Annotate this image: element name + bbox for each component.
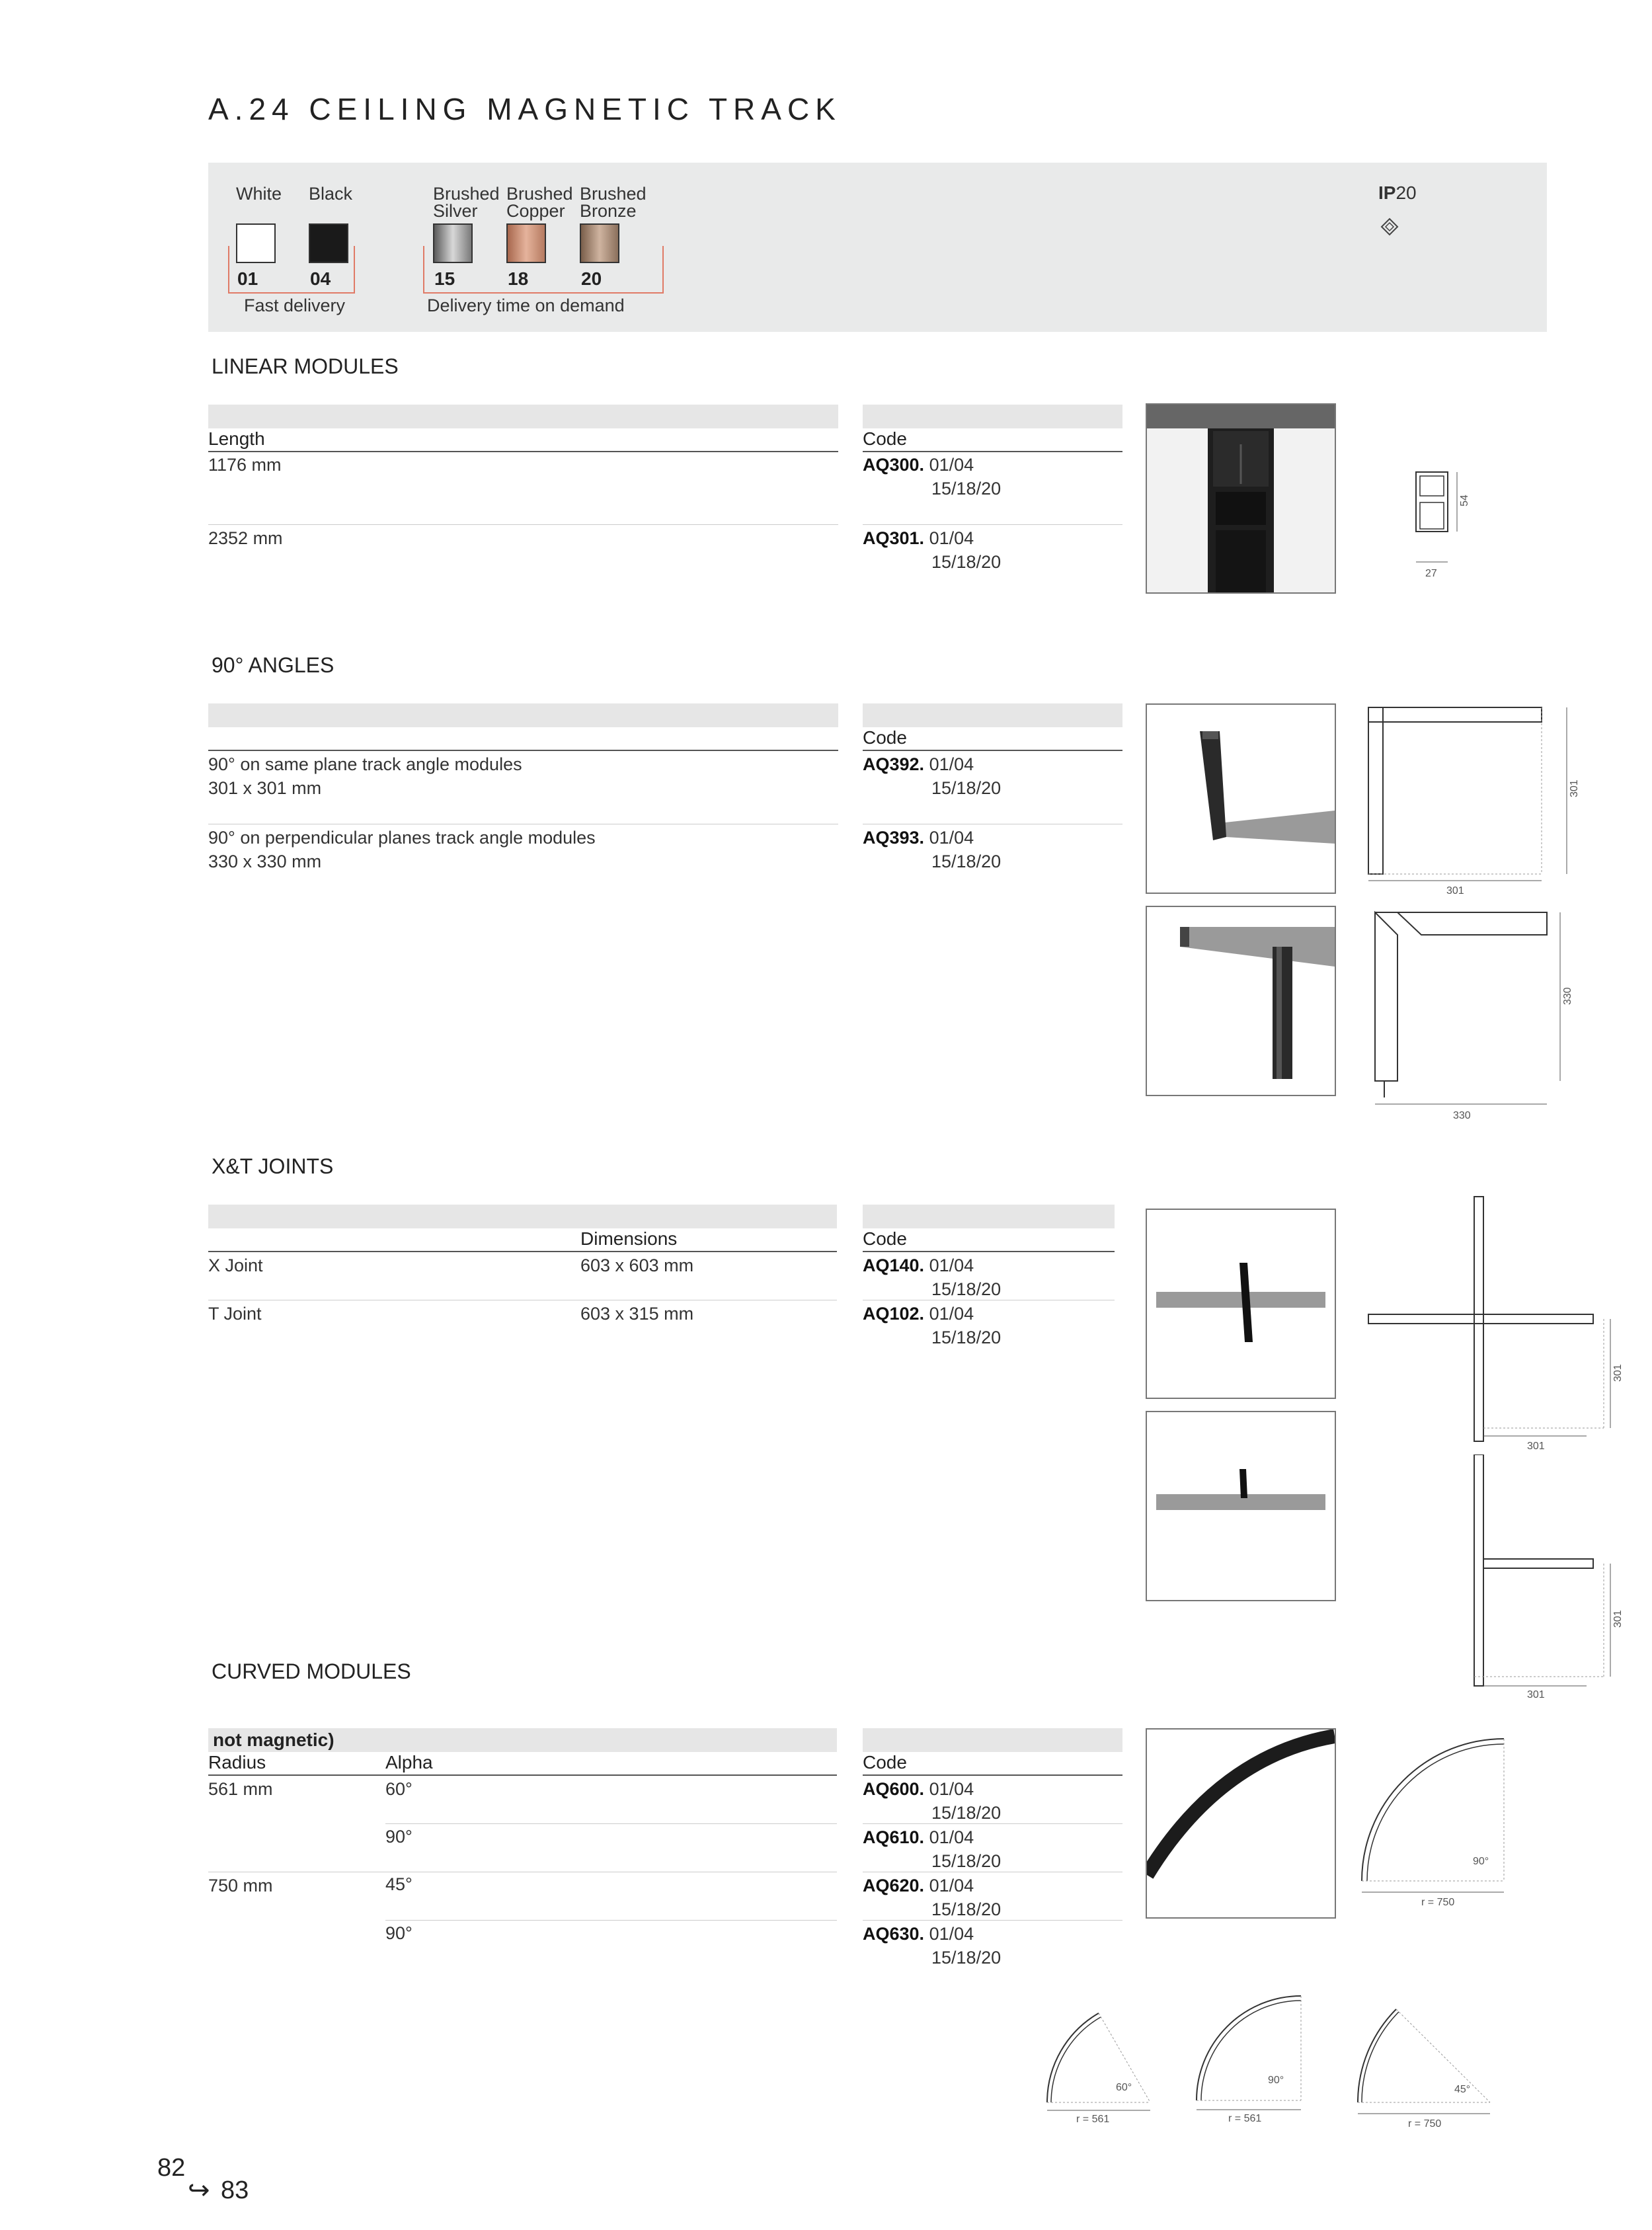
curved-finish-3b: 15/18/20: [931, 1899, 1002, 1919]
joints-header-rule: [208, 1251, 837, 1252]
curved-finish-2b: 15/18/20: [931, 1851, 1002, 1871]
curved-note: not magnetic): [213, 1730, 334, 1750]
curved-d4-angle: 45°: [1454, 2084, 1471, 2095]
page-title: A.24 CEILING MAGNETIC TRACK: [208, 92, 842, 126]
on-demand-bracket: [423, 246, 664, 294]
finish-label-bronze: Brushed Bronze: [580, 184, 647, 221]
angle-desc-1: 90° on same plane track angle modules: [208, 754, 522, 774]
linear-code-2: AQ301. 01/04: [863, 528, 974, 548]
linear-table-bar: [208, 405, 838, 428]
joints-col-code: Code: [863, 1228, 907, 1249]
joint-dims-1: 603 x 603 mm: [580, 1255, 694, 1275]
linear-finish-2b: 15/18/20: [931, 552, 1002, 572]
joints-code-bar: [863, 1205, 1115, 1228]
curved-drawing-90-750: [1355, 1732, 1514, 1917]
curved-d2-angle: 60°: [1116, 2082, 1132, 2093]
finish-label-copper: Brushed Copper: [506, 184, 573, 221]
angle-perpendicular-photo: [1146, 906, 1336, 1096]
angles-code-bar: [863, 703, 1122, 727]
page-number-right: 83: [221, 2176, 249, 2204]
curved-code-3: AQ620. 01/04: [863, 1876, 974, 1895]
finish-code-black: 04: [310, 268, 331, 289]
joints-col-dimensions: Dimensions: [580, 1228, 678, 1249]
finish-code-bronze: 20: [581, 268, 602, 289]
x-joint-dim-v: 301: [1612, 1364, 1624, 1382]
curved-drawing-60-561: [1038, 1990, 1170, 2129]
curved-d1-radius: r = 750: [1421, 1897, 1455, 1908]
linear-row-divider: [208, 524, 838, 525]
on-demand-label: Delivery time on demand: [427, 296, 625, 315]
angle-dim-v-330: 330: [1562, 987, 1573, 1005]
linear-col-code: Code: [863, 428, 907, 449]
finish-code-white: 01: [237, 268, 258, 289]
section-heading-curved: CURVED MODULES: [212, 1659, 411, 1683]
curved-header-rule: [208, 1774, 837, 1776]
joint-code-1: AQ140. 01/04: [863, 1255, 974, 1275]
angle-code-2: AQ393. 01/04: [863, 828, 974, 848]
curved-drawing-90-561: [1190, 1987, 1322, 2129]
ip-rating: [1378, 181, 1417, 205]
joint-name-2: T Joint: [208, 1304, 262, 1324]
curved-code-divider-1: [863, 1823, 1122, 1824]
finishes-panel: [208, 163, 1547, 332]
curved-col-radius: Radius: [208, 1752, 266, 1772]
ip-label: IP: [1378, 182, 1396, 203]
t-joint-dim-v: 301: [1612, 1610, 1624, 1628]
angle-dim-v-301: 301: [1569, 779, 1580, 797]
page-number-left: 82: [157, 2154, 186, 2182]
angles-header-rule: [208, 750, 838, 751]
class-symbol-icon: [1380, 217, 1399, 237]
angle-same-plane-photo: [1146, 703, 1336, 894]
curved-alpha-3: 45°: [385, 1874, 413, 1894]
t-joint-dim-h: 301: [1527, 1689, 1545, 1700]
curved-divider-3: [385, 1920, 837, 1921]
curved-drawing-45-750: [1349, 1987, 1507, 2135]
fast-delivery-label: Fast delivery: [244, 296, 346, 315]
angle-size-2: 330 x 330 mm: [208, 852, 322, 871]
angle-finish-2b: 15/18/20: [931, 852, 1002, 871]
angle-same-plane-drawing: [1362, 701, 1593, 899]
linear-dim-width: 27: [1425, 568, 1437, 579]
curved-col-code: Code: [863, 1752, 907, 1772]
curved-code-4: AQ630. 01/04: [863, 1924, 974, 1944]
curved-module-photo: [1146, 1728, 1336, 1919]
x-joint-drawing: [1362, 1190, 1626, 1454]
angle-perpendicular-drawing: [1368, 906, 1593, 1124]
joint-code-2: AQ102. 01/04: [863, 1304, 974, 1324]
t-joint-photo: [1146, 1411, 1336, 1601]
finish-label-black: Black: [309, 184, 353, 204]
curved-code-divider-3: [863, 1920, 1122, 1921]
x-joint-photo: [1146, 1209, 1336, 1399]
finish-label-white: White: [236, 184, 282, 204]
section-heading-angles: 90° ANGLES: [212, 653, 334, 677]
linear-length-2: 2352 mm: [208, 528, 283, 548]
linear-finish-1b: 15/18/20: [931, 479, 1002, 498]
curved-radius-3: 750 mm: [208, 1876, 273, 1895]
angle-dim-h-301: 301: [1446, 885, 1464, 896]
angle-dim-h-330: 330: [1453, 1110, 1471, 1121]
angles-col-code: Code: [863, 727, 907, 748]
linear-code-bar: [863, 405, 1122, 428]
curved-code-1: AQ600. 01/04: [863, 1779, 974, 1799]
joints-code-rule: [863, 1251, 1115, 1252]
angle-desc-2: 90° on perpendicular planes track angle modules: [208, 828, 596, 848]
linear-dim-height: 54: [1459, 495, 1470, 506]
angle-code-1: AQ392. 01/04: [863, 754, 974, 774]
curved-code-bar: [863, 1728, 1122, 1752]
section-heading-joints: X&T JOINTS: [212, 1154, 334, 1178]
curved-d3-radius: r = 561: [1228, 2113, 1262, 2124]
curved-code-2: AQ610. 01/04: [863, 1827, 974, 1847]
section-heading-linear: LINEAR MODULES: [212, 354, 399, 378]
ip-value: 20: [1396, 182, 1417, 203]
page-arrow-icon: ↪: [188, 2176, 210, 2205]
joint-finish-1b: 15/18/20: [931, 1279, 1002, 1299]
angles-table-bar: [208, 703, 838, 727]
curved-finish-4b: 15/18/20: [931, 1948, 1002, 1968]
joint-finish-2b: 15/18/20: [931, 1328, 1002, 1347]
linear-module-photo: [1146, 403, 1336, 594]
curved-alpha-1: 60°: [385, 1779, 413, 1799]
joint-dims-2: 603 x 315 mm: [580, 1304, 694, 1324]
linear-code-divider: [863, 524, 1122, 525]
curved-col-alpha: Alpha: [385, 1752, 433, 1772]
x-joint-dim-h: 301: [1527, 1441, 1545, 1452]
joint-name-1: X Joint: [208, 1255, 263, 1275]
finish-code-silver: 15: [434, 268, 455, 289]
linear-code-rule: [863, 451, 1122, 452]
linear-code-1: AQ300. 01/04: [863, 455, 974, 475]
curved-d4-radius: r = 750: [1408, 2118, 1442, 2130]
curved-code-rule: [863, 1774, 1122, 1776]
curved-alpha-4: 90°: [385, 1923, 413, 1943]
linear-header-rule: [208, 451, 838, 452]
curved-d3-angle: 90°: [1268, 2075, 1284, 2086]
angles-code-rule: [863, 750, 1122, 751]
angle-size-1: 301 x 301 mm: [208, 778, 322, 798]
curved-alpha-2: 90°: [385, 1827, 413, 1847]
curved-d1-angle: 90°: [1473, 1856, 1489, 1867]
linear-col-length: Length: [208, 428, 265, 449]
linear-length-1: 1176 mm: [208, 455, 282, 475]
curved-radius-1: 561 mm: [208, 1779, 273, 1799]
curved-d2-radius: r = 561: [1076, 2114, 1110, 2125]
curved-finish-1b: 15/18/20: [931, 1803, 1002, 1823]
finish-label-silver: Brushed Silver: [433, 184, 500, 221]
angle-finish-1b: 15/18/20: [931, 778, 1002, 798]
curved-divider-1: [385, 1823, 837, 1824]
finish-code-copper: 18: [508, 268, 529, 289]
linear-profile-drawing: [1401, 463, 1494, 582]
joints-table-bar: [208, 1205, 837, 1228]
t-joint-drawing: [1362, 1454, 1626, 1706]
